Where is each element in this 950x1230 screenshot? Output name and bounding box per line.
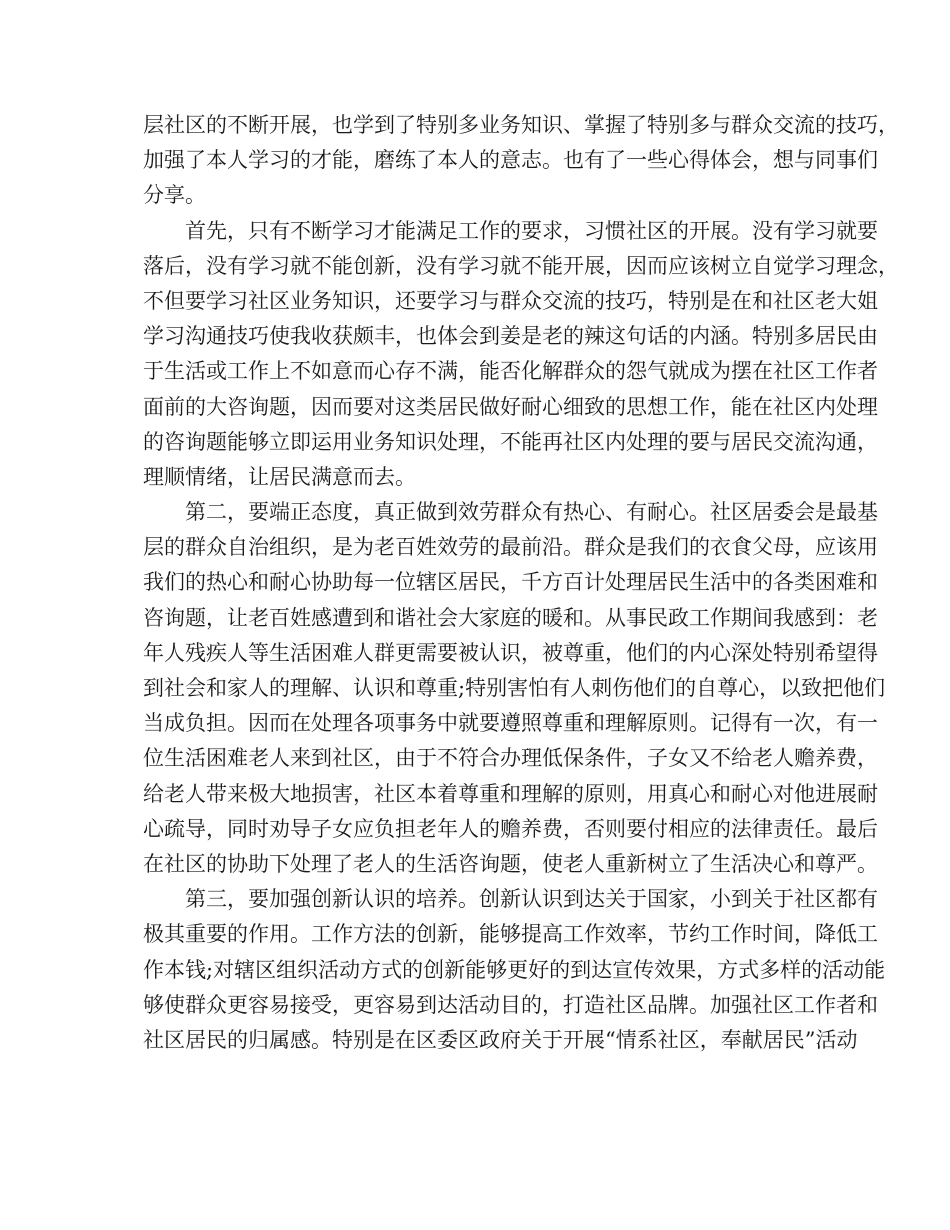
document-body <box>143 108 899 1058</box>
text-line: 给老人带来极大地损害，社区本着尊重和理解的原则，用真心和耐心对他进展耐 <box>143 781 878 806</box>
text-line: 加强了本人学习的才能，磨练了本人的意志。也有了一些心得体会，想与同事们 <box>143 148 878 173</box>
text-line: 在社区的协助下处理了老人的生活咨询题，使老人重新树立了生活决心和尊严。 <box>143 851 878 876</box>
text-line: 于生活或工作上不如意而心存不满，能否化解群众的怨气就成为摆在社区工作者 <box>143 359 878 384</box>
text-line: 我们的热心和耐心协助每一位辖区居民，千方百计处理居民生活中的各类困难和 <box>143 570 878 595</box>
text-line: 首先，只有不断学习才能满足工作的要求，习惯社区的开展。没有学习就要 <box>185 218 878 243</box>
text-line: 理顺情绪，让居民满意而去。 <box>143 464 416 489</box>
text-line: 心疏导，同时劝导子女应负担老年人的赡养费，否则要付相应的法律责任。最后 <box>143 816 878 841</box>
text-line: 作本钱;对辖区组织活动方式的创新能够更好的到达宣传效果，方式多样的活动能 <box>143 957 886 982</box>
text-line: 够使群众更容易接受，更容易到达活动目的，打造社区品牌。加强社区工作者和 <box>143 992 878 1017</box>
text-line: 咨询题，让老百姓感遭到和谐社会大家庭的暖和。从事民政工作期间我感到：老 <box>143 605 878 630</box>
paragraph <box>143 882 886 1058</box>
text-line: 当成负担。因而在处理各项事务中就要遵照尊重和理解原则。记得有一次，有一 <box>143 711 878 736</box>
text-line: 面前的大咨询题，因而要对这类居民做好耐心细致的思想工作，能在社区内处理 <box>143 394 878 419</box>
text-line: 第三，要加强创新认识的培养。创新认识到达关于国家，小到关于社区都有 <box>185 887 878 912</box>
text-line: 极其重要的作用。工作方法的创新，能够提高工作效率，节约工作时间，降低工 <box>143 922 878 947</box>
text-line: 不但要学习社区业务知识，还要学习与群众交流的技巧，特别是在和社区老大姐 <box>143 288 878 313</box>
text-line: 位生活困难老人来到社区，由于不符合办理低保条件，子女又不给老人赡养费， <box>143 746 878 771</box>
text-line: 的咨询题能够立即运用业务知识处理，不能再社区内处理的要与居民交流沟通， <box>143 429 878 454</box>
paragraph <box>143 108 899 214</box>
paragraph <box>143 214 899 496</box>
text-line: 社区居民的归属感。特别是在区委区政府关于开展“情系社区，奉献居民”活动 <box>143 1027 858 1052</box>
text-line: 层的群众自治组织，是为老百姓效劳的最前沿。群众是我们的衣食父母，应该用 <box>143 535 878 560</box>
text-line: 落后，没有学习就不能创新，没有学习就不能开展，因而应该树立自觉学习理念， <box>143 253 899 278</box>
text-line: 学习沟通技巧使我收获颇丰，也体会到姜是老的辣这句话的内涵。特别多居民由 <box>143 324 878 349</box>
paragraph <box>143 495 886 882</box>
text-line: 到社会和家人的理解、认识和尊重;特别害怕有人刺伤他们的自尊心，以致把他们 <box>143 676 886 700</box>
text-line: 第二，要端正态度，真正做到效劳群众有热心、有耐心。社区居委会是最基 <box>185 500 878 525</box>
text-line: 层社区的不断开展，也学到了特别多业务知识、掌握了特别多与群众交流的技巧， <box>143 113 899 137</box>
text-line: 年人残疾人等生活困难人群更需要被认识，被尊重，他们的内心深处特别希望得 <box>143 640 878 665</box>
text-line: 分享。 <box>143 183 206 208</box>
